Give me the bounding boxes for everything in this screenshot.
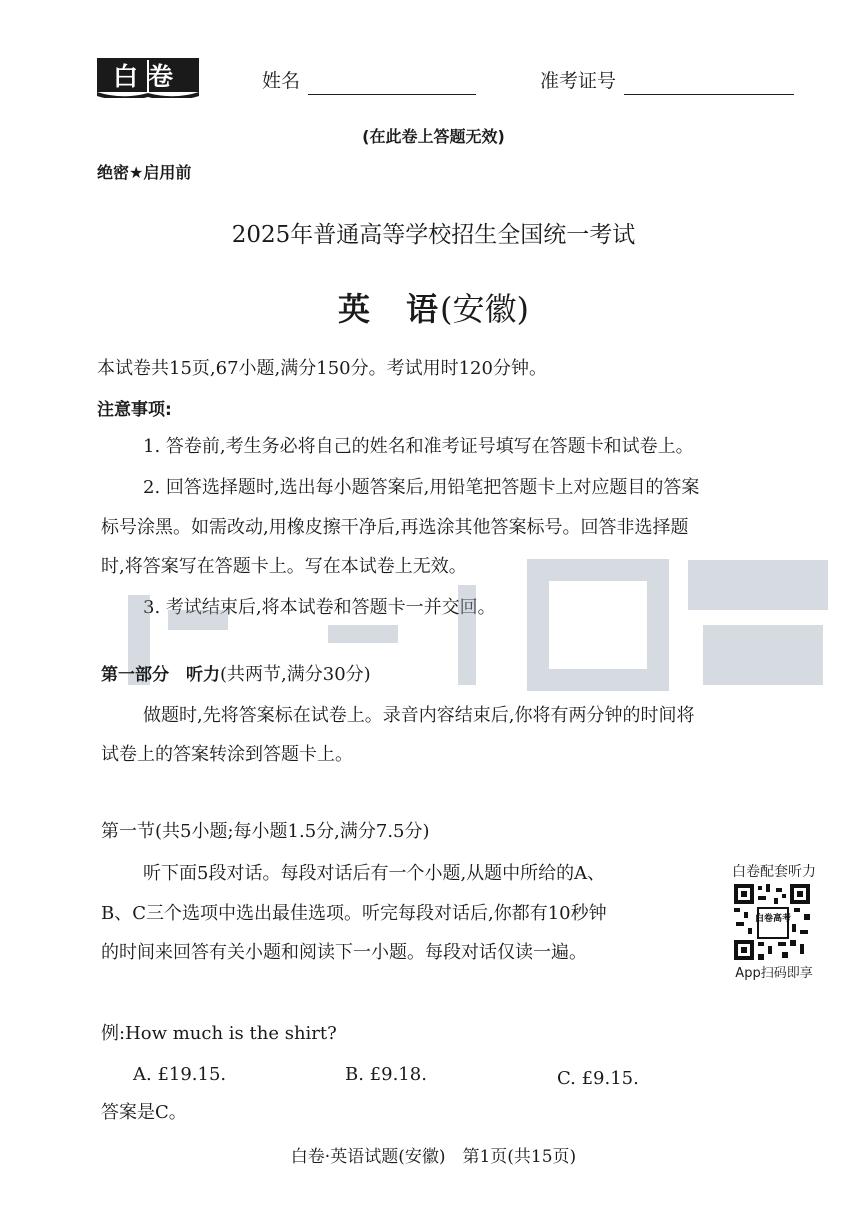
name-label: 姓名	[262, 70, 301, 92]
example-answer: 答案是C。	[101, 1102, 187, 1123]
notice-3: 3. 考试结束后,将本试卷和答题卡一并交回。	[143, 597, 496, 618]
part1-heading	[101, 658, 371, 692]
baijuan-logo	[97, 58, 199, 98]
option-a: A. £19.15.	[133, 1064, 227, 1085]
id-label: 准考证号	[540, 70, 617, 92]
qr-center-text: 白卷高考	[754, 914, 792, 924]
option-c: C. £9.15.	[557, 1068, 639, 1089]
notice-title: 注意事项:	[97, 400, 172, 420]
secret-mark: 绝密★启用前	[97, 163, 192, 182]
page-footer: 白卷·英语试题(安徽) 第1页(共15页)	[290, 1147, 577, 1167]
exam-title: 2025年普通高等学校招生全国统一考试	[231, 222, 636, 248]
part1-text-2: 试卷上的答案转涂到答题卡上。	[101, 744, 353, 765]
notice-2: 2. 回答选择题时,选出每小题答案后,用铅笔把答题卡上对应题目的答案	[143, 477, 700, 498]
example-question: How much is the shirt?	[125, 1023, 337, 1044]
section1-text-2: B、C三个选项中选出最佳选项。听完每段对话后,你都有10秒钟	[101, 903, 607, 924]
exam-intro: 本试卷共15页,67小题,满分150分。考试用时120分钟。	[97, 358, 547, 379]
notice-1: 1. 答卷前,考生务必将自己的姓名和准考证号填写在答题卡和试卷上。	[143, 436, 694, 457]
example-question-line	[101, 1017, 337, 1051]
section1-text-3: 的时间来回答有关小题和阅读下一小题。每段对话仅读一遍。	[101, 942, 587, 963]
part1-text-1: 做题时,先将答案标在试卷上。录音内容结束后,你将有两分钟的时间将	[143, 705, 695, 726]
option-b: B. £9.18.	[345, 1064, 427, 1085]
part1-desc: (共两节,满分30分)	[220, 664, 371, 685]
logo-text: 白卷	[112, 62, 184, 91]
qr-code-icon[interactable]	[734, 884, 810, 960]
notice-2-end: 时,将答案写在答题卡上。写在本试卷上无效。	[101, 556, 467, 577]
qr-caption-bottom: App扫码即享	[735, 966, 813, 981]
example-label: 例:	[101, 1023, 126, 1044]
section1-title: 第一节(共5小题;每小题1.5分,满分7.5分)	[101, 821, 430, 842]
subject-heading	[0, 284, 867, 330]
id-field[interactable]	[624, 72, 794, 95]
qr-caption-top: 白卷配套听力	[732, 864, 816, 880]
invalid-note: (在此卷上答题无效)	[362, 127, 505, 146]
section1-text-1: 听下面5段对话。每段对话后有一个小题,从题中所给的A、	[143, 863, 606, 884]
subject-main: 英 语	[338, 290, 441, 328]
part1-label: 第一部分 听力	[101, 665, 220, 685]
name-field[interactable]	[308, 72, 476, 95]
notice-2-cont: 标号涂黑。如需改动,用橡皮擦干净后,再选涂其他答案标号。回答非选择题	[101, 517, 689, 538]
subject-region: (安徽)	[440, 290, 529, 328]
